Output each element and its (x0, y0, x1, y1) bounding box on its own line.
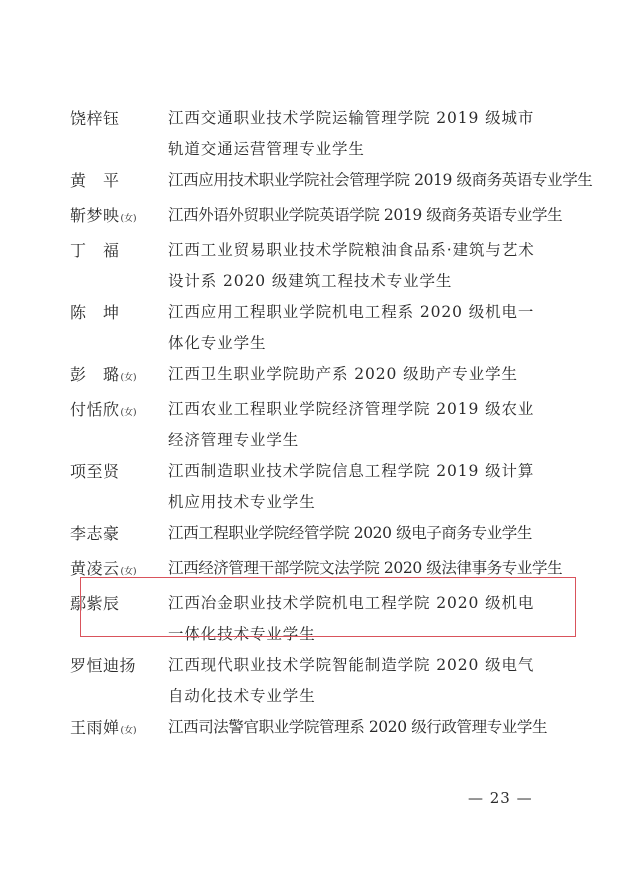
student-name: 黄 平 (70, 171, 120, 190)
list-item (0, 588, 628, 650)
list-item (0, 712, 628, 747)
student-name: 陈 坤 (70, 303, 120, 322)
student-description: 江西现代职业技术学院智能制造学院 2020 级电气自动化技术专业学生 (168, 656, 535, 705)
list-item (0, 103, 628, 165)
list-item (0, 297, 628, 359)
list-item (0, 518, 628, 553)
student-name: 李志豪 (70, 524, 120, 543)
student-name: 饶梓钰 (70, 109, 120, 128)
student-description: 江西交通职业技术学院运输管理学院 2019 级城市轨道交通运营管理专业学生 (168, 109, 535, 158)
page-number: — 23 — (468, 789, 533, 807)
student-list (0, 103, 628, 747)
list-item (0, 650, 628, 712)
student-name: 彭 璐(女) (70, 365, 137, 384)
student-description: 江西冶金职业技术学院机电工程学院 2020 级机电一体化技术专业学生 (168, 594, 535, 643)
list-item (0, 165, 628, 200)
student-description: 江西外语外贸职业学院英语学院 2019 级商务英语专业学生 (168, 206, 563, 224)
list-item (0, 200, 628, 235)
student-name: 丁 福 (70, 241, 120, 260)
student-description: 江西农业工程职业学院经济管理学院 2019 级农业经济管理专业学生 (168, 400, 535, 449)
student-description: 江西工程职业学院经管学院 2020 级电子商务专业学生 (168, 524, 533, 542)
student-description: 江西卫生职业学院助产系 2020 级助产专业学生 (168, 365, 518, 383)
student-description: 江西应用技术职业学院社会管理学院 2019 级商务英语专业学生 (168, 171, 593, 189)
student-name: 罗恒迪扬 (70, 656, 137, 675)
student-description: 江西制造职业技术学院信息工程学院 2019 级计算机应用技术专业学生 (168, 462, 535, 511)
list-item (0, 394, 628, 456)
student-name: 项至贤 (70, 462, 120, 481)
student-description: 江西经济管理干部学院文法学院 2020 级法律事务专业学生 (168, 559, 563, 577)
student-name: 王雨婵(女) (70, 718, 137, 737)
student-description: 江西工业贸易职业技术学院粮油食品系·建筑与艺术设计系 2020 级建筑工程技术专业学生 (168, 241, 535, 290)
student-name: 靳梦映(女) (70, 206, 137, 225)
student-name: 付恬欣(女) (70, 400, 137, 419)
list-item (0, 359, 628, 394)
list-item (0, 456, 628, 518)
student-description: 江西应用工程职业学院机电工程系 2020 级机电一体化专业学生 (168, 303, 535, 352)
list-item (0, 553, 628, 588)
list-item (0, 235, 628, 297)
student-description: 江西司法警官职业学院管理系 2020 级行政管理专业学生 (168, 718, 548, 736)
student-name: 鄢紫辰 (70, 594, 120, 613)
student-name: 黄凌云(女) (70, 559, 137, 578)
